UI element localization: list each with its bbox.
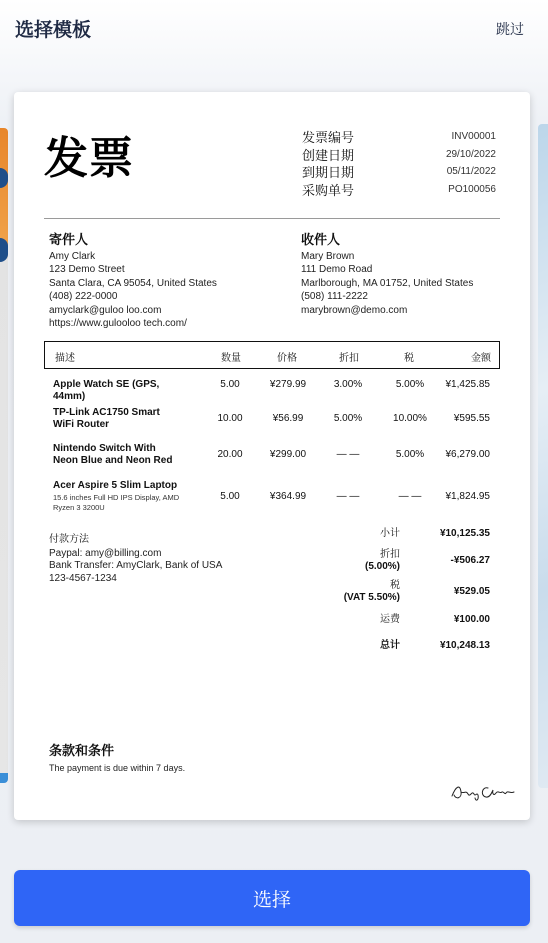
meta-value: PO100056 — [448, 183, 496, 195]
recipient-address2: Marlborough, MA 01752, United States — [301, 277, 474, 289]
sender-phone: (408) 222-0000 — [49, 291, 118, 303]
item-amount: ¥595.55 — [453, 413, 490, 424]
col-discount: 折扣 — [339, 353, 359, 364]
col-amount: 金额 — [471, 353, 491, 364]
recipient-address1: 111 Demo Road — [301, 264, 373, 276]
invoice-title: 发票 — [44, 134, 134, 183]
discount-value: -¥506.27 — [450, 555, 490, 566]
item-quantity: 5.00 — [220, 491, 240, 502]
sender-address2: Santa Clara, CA 95054, United States — [49, 277, 217, 289]
item-amount: ¥1,824.95 — [445, 491, 490, 502]
meta-label: 发票编号 — [302, 130, 355, 146]
skip-button[interactable]: 跳过 — [496, 21, 524, 37]
tax-label-text: 税 — [390, 580, 400, 591]
total-label: 总计 — [380, 640, 400, 651]
discount-label-text: 折扣 — [380, 549, 400, 560]
item-description — [53, 480, 193, 513]
header-divider — [44, 218, 500, 219]
meta-due-date — [302, 163, 496, 181]
template-decoration — [0, 773, 8, 783]
recipient-name: Mary Brown — [301, 251, 355, 262]
meta-label: 到期日期 — [302, 165, 355, 181]
table-row — [44, 407, 500, 433]
item-price: ¥279.99 — [269, 379, 307, 390]
payment-methods — [49, 534, 222, 585]
meta-created-date — [302, 146, 496, 164]
item-price: ¥56.99 — [272, 413, 304, 424]
template-decoration — [0, 238, 8, 262]
previous-template-card[interactable] — [0, 128, 8, 783]
sender-name: Amy Clark — [49, 251, 96, 262]
item-price: ¥364.99 — [269, 491, 307, 502]
shipping-value: ¥100.00 — [453, 614, 490, 625]
template-decoration — [0, 168, 8, 188]
item-amount: ¥1,425.85 — [445, 379, 490, 390]
recipient-phone: (508) 111-2222 — [301, 291, 368, 303]
item-title: Acer Aspire 5 Slim Laptop — [53, 480, 178, 491]
col-tax: 税 — [404, 353, 414, 364]
table-row — [44, 480, 500, 516]
meta-label: 创建日期 — [302, 147, 355, 163]
terms-section — [49, 740, 185, 773]
payment-heading: 付款方法 — [49, 534, 89, 545]
item-price: ¥299.00 — [269, 449, 307, 460]
item-quantity: 10.00 — [217, 413, 243, 424]
recipient-heading: 收件人 — [301, 232, 341, 247]
item-description: TP-Link AC1750 Smart WiFi Router — [53, 407, 160, 430]
tax-value: ¥529.05 — [453, 586, 490, 597]
shipping-label: 运费 — [380, 614, 400, 625]
item-tax: — — — [398, 491, 422, 502]
subtotal-value: ¥10,125.35 — [439, 528, 490, 539]
meta-value: INV00001 — [451, 131, 496, 143]
sender-address1: 123 Demo Street — [49, 264, 125, 276]
item-description: Apple Watch SE (GPS, 44mm) — [53, 379, 160, 402]
table-row — [44, 443, 500, 469]
item-amount: ¥6,279.00 — [445, 449, 490, 460]
payment-line: Paypal: amy@billing.com — [49, 547, 162, 559]
meta-invoice-number — [302, 128, 496, 146]
meta-value: 05/11/2022 — [446, 166, 496, 178]
sender-heading: 寄件人 — [49, 232, 89, 247]
top-bar — [0, 0, 548, 60]
subtotal-label: 小计 — [380, 528, 400, 539]
select-template-button[interactable]: 选择 — [14, 870, 530, 926]
discount-label — [330, 549, 400, 573]
col-description: 描述 — [55, 353, 75, 364]
items-table-header — [44, 341, 500, 369]
item-discount: — — — [336, 491, 360, 502]
payment-line: Bank Transfer: AmyClark, Bank of USA — [49, 560, 223, 572]
meta-label: 采购单号 — [302, 182, 355, 198]
invoice-template-preview[interactable] — [14, 92, 530, 820]
sender-website: https://www.gulooloo tech.com/ — [49, 318, 187, 330]
item-discount: — — — [336, 449, 360, 460]
signature-image — [448, 780, 520, 804]
sender-email: amyclark@guloo loo.com — [49, 304, 162, 316]
recipient-block — [301, 232, 531, 317]
item-tax: 10.00% — [393, 413, 427, 424]
terms-text: The payment is due within 7 days. — [49, 763, 186, 773]
item-subtitle: 15.6 inches Full HD IPS Display, AMD Ryzen 3 3200U — [53, 493, 180, 512]
item-quantity: 5.00 — [220, 379, 240, 390]
item-description: Nintendo Switch With Neon Blue and Neon Red — [53, 443, 173, 466]
recipient-email: marybrown@demo.com — [301, 304, 408, 316]
invoice-meta — [302, 128, 496, 198]
table-row — [44, 379, 500, 402]
meta-value: 29/10/2022 — [445, 148, 496, 160]
meta-po-number — [302, 181, 496, 199]
payment-line: 123-4567-1234 — [49, 572, 117, 584]
col-price: 价格 — [277, 353, 297, 364]
item-tax: 5.00% — [395, 449, 425, 460]
tax-rate: (VAT 5.50%) — [343, 592, 400, 603]
item-quantity: 20.00 — [217, 449, 243, 460]
total-value: ¥10,248.13 — [439, 640, 490, 651]
terms-heading: 条款和条件 — [49, 743, 115, 758]
sender-block — [49, 232, 279, 330]
item-discount: 5.00% — [333, 413, 363, 424]
item-tax: 5.00% — [395, 379, 425, 390]
col-quantity: 数量 — [221, 353, 241, 364]
discount-rate: (5.00%) — [364, 561, 400, 572]
next-template-card[interactable] — [538, 124, 548, 788]
item-discount: 3.00% — [333, 379, 363, 390]
page-title: 选择模板 — [15, 20, 92, 41]
tax-label — [310, 580, 400, 604]
